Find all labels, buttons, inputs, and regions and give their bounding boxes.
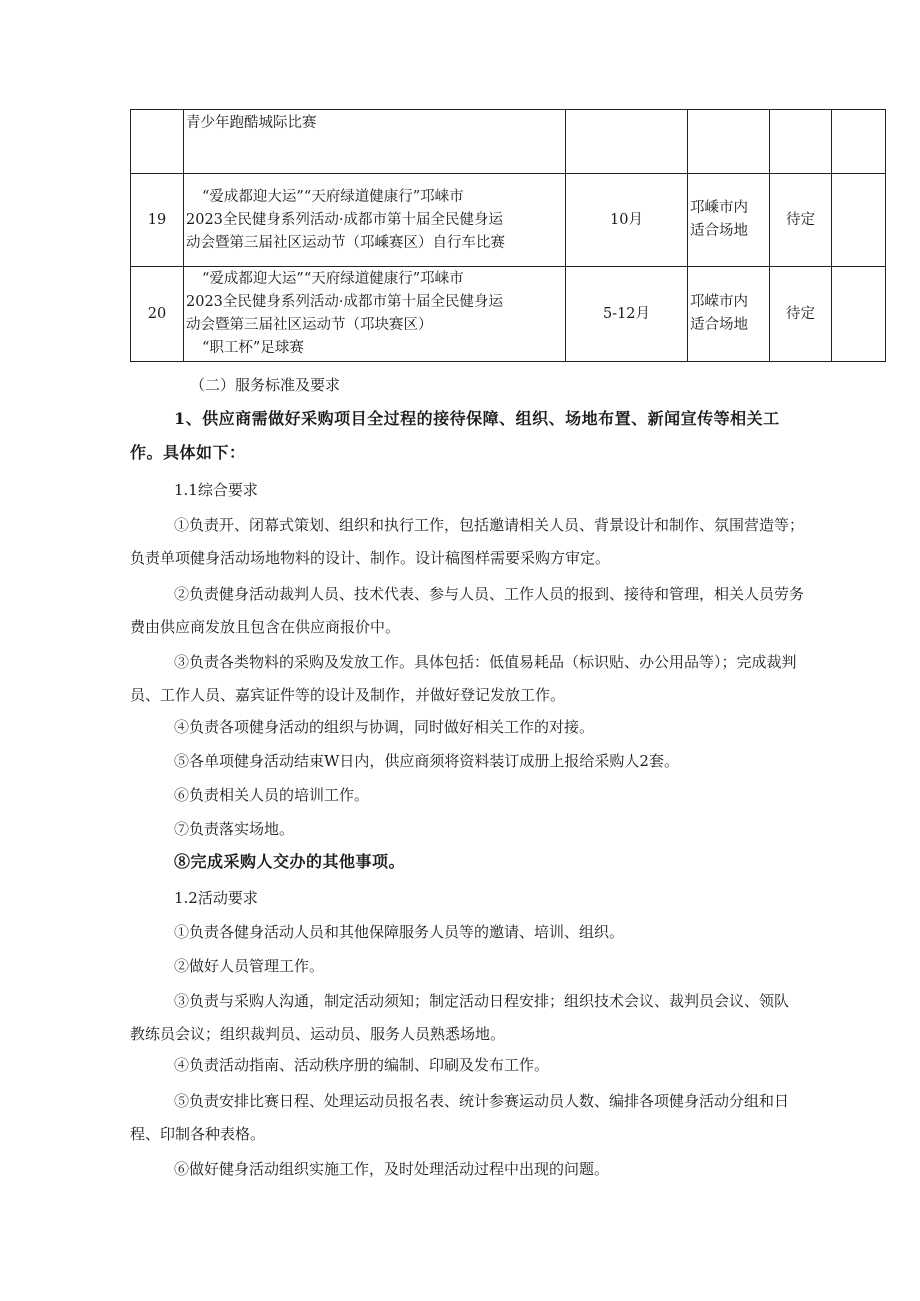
- row-number: 20: [131, 267, 184, 362]
- event-location: [688, 110, 770, 174]
- paragraph: [130, 585, 890, 636]
- event-location-line: 邛嵊市内: [690, 200, 748, 216]
- event-name: [184, 110, 566, 174]
- event-time: [566, 110, 688, 174]
- event-status: 待定: [770, 174, 832, 267]
- table-row: [131, 110, 886, 174]
- paragraph: [130, 1092, 890, 1143]
- event-name: [184, 267, 566, 362]
- event-name-line: 2023全民健身系列活动·成都市第十届全民健身运: [186, 294, 504, 310]
- table-row: [131, 267, 886, 362]
- sub-heading-text: 1.1综合要求: [174, 481, 258, 499]
- paragraph-line: ⑥负责相关人员的培训工作。: [174, 786, 370, 804]
- paragraph: [130, 992, 890, 1043]
- paragraph: [130, 752, 890, 770]
- sub-heading-1: [130, 481, 890, 499]
- event-name-line: 2023全民健身系列活动·成都市第十届全民健身运: [186, 211, 504, 228]
- paragraph-line: ③负责与采购人沟通，制定活动须知；制定活动日程安排；组织技术会议、裁判员会议、领队: [174, 992, 790, 1010]
- event-name: [184, 174, 566, 267]
- events-table: [130, 109, 886, 362]
- event-name-line: 青少年跑酷城际比赛: [186, 115, 317, 131]
- sub-heading-2: [130, 889, 890, 907]
- paragraph: [130, 957, 890, 975]
- paragraph-line: 员、工作人员、嘉宾证件等的设计及制作，并做好登记发放工作。: [130, 686, 566, 704]
- paragraph: [130, 1056, 890, 1074]
- row-number: 19: [131, 174, 184, 267]
- table-row: [131, 174, 886, 267]
- event-location-line: 邛嵘市内: [690, 294, 748, 310]
- event-name-line: 动会暨第三届社区运动节（邛嵊赛区）自行车比赛: [186, 234, 505, 251]
- paragraph: [130, 853, 890, 871]
- event-name-line: “爱成都迎大运”“天府绿道健康行”邛崃市: [202, 188, 464, 205]
- paragraph-line: ④负责活动指南、活动秩序册的编制、印刷及发布工作。: [174, 1056, 550, 1074]
- paragraph: [130, 786, 890, 804]
- paragraph-line: ⑥做好健身活动组织实施工作，及时处理活动过程中出现的问题。: [174, 1160, 610, 1178]
- event-location: [688, 267, 770, 362]
- paragraph-line: ⑤各单项健身活动结束W日内，供应商须将资料装订成册上报给采购人2套。: [174, 752, 679, 770]
- event-time: 10月: [566, 174, 688, 267]
- paragraph-line: ⑤负责安排比赛日程、处理运动员报名表、统计参赛运动员人数、编排各项健身活动分组和日: [174, 1092, 790, 1110]
- section-title: [130, 376, 890, 394]
- event-status: [770, 110, 832, 174]
- intro-paragraph: [130, 410, 890, 462]
- paragraph-line: 费由供应商发放且包含在供应商报价中。: [130, 618, 401, 636]
- paragraph-line: ②做好人员管理工作。: [174, 957, 325, 975]
- paragraph: [130, 718, 890, 736]
- paragraph-line: ④负责各项健身活动的组织与协调，同时做好相关工作的对接。: [174, 718, 595, 736]
- event-name-line: “爱成都迎大运”“天府绿道健康行”邛崃市: [202, 271, 464, 287]
- empty-cell: [832, 267, 886, 362]
- paragraph-line: ③负责各类物料的采购及发放工作。具体包括：低值易耗品（标识贴、办公用品等）；完成裁判: [174, 653, 797, 671]
- paragraph: [130, 516, 890, 567]
- paragraph-line: 作。具体如下：: [130, 443, 246, 462]
- paragraph: [130, 1160, 890, 1178]
- paragraph-line: ⑧完成采购人交办的其他事项。: [174, 852, 406, 871]
- empty-cell: [832, 110, 886, 174]
- paragraph-line: ②负责健身活动裁判人员、技术代表、参与人员、工作人员的报到、接待和管理，相关人员劳务: [174, 585, 805, 603]
- paragraph: [130, 923, 890, 941]
- event-name-line: “职工杯”足球赛: [202, 340, 304, 356]
- paragraph-line: 负责单项健身活动场地物料的设计、制作。设计稿图样需要采购方审定。: [130, 549, 611, 567]
- section-title-text: （二）服务标准及要求: [190, 376, 341, 394]
- event-time: 5-12月: [566, 267, 688, 362]
- event-status: 待定: [770, 267, 832, 362]
- paragraph: [130, 653, 890, 704]
- event-location: [688, 174, 770, 267]
- paragraph-line: ①负责各健身活动人员和其他保障服务人员等的邀请、培训、组织。: [174, 923, 625, 941]
- event-location-line: 适合场地: [690, 223, 748, 239]
- paragraph-line: 教练员会议；组织裁判员、运动员、服务人员熟悉场地。: [130, 1025, 506, 1043]
- paragraph: [130, 820, 890, 838]
- paragraph-line: ①负责开、闭幕式策划、组织和执行工作，包括邀请相关人员、背景设计和制作、氛围营造等；: [174, 516, 805, 534]
- event-name-line: 动会暨第三届社区运动节（邛块赛区）: [186, 317, 433, 333]
- paragraph-line: 程、印制各种表格。: [130, 1125, 266, 1143]
- event-location-line: 适合场地: [690, 317, 748, 333]
- paragraph-line: 1、供应商需做好采购项目全过程的接待保障、组织、场地布置、新闻宣传等相关工: [174, 409, 780, 428]
- row-number: [131, 110, 184, 174]
- sub-heading-text: 1.2活动要求: [174, 889, 258, 907]
- empty-cell: [832, 174, 886, 267]
- paragraph-line: ⑦负责落实场地。: [174, 820, 295, 838]
